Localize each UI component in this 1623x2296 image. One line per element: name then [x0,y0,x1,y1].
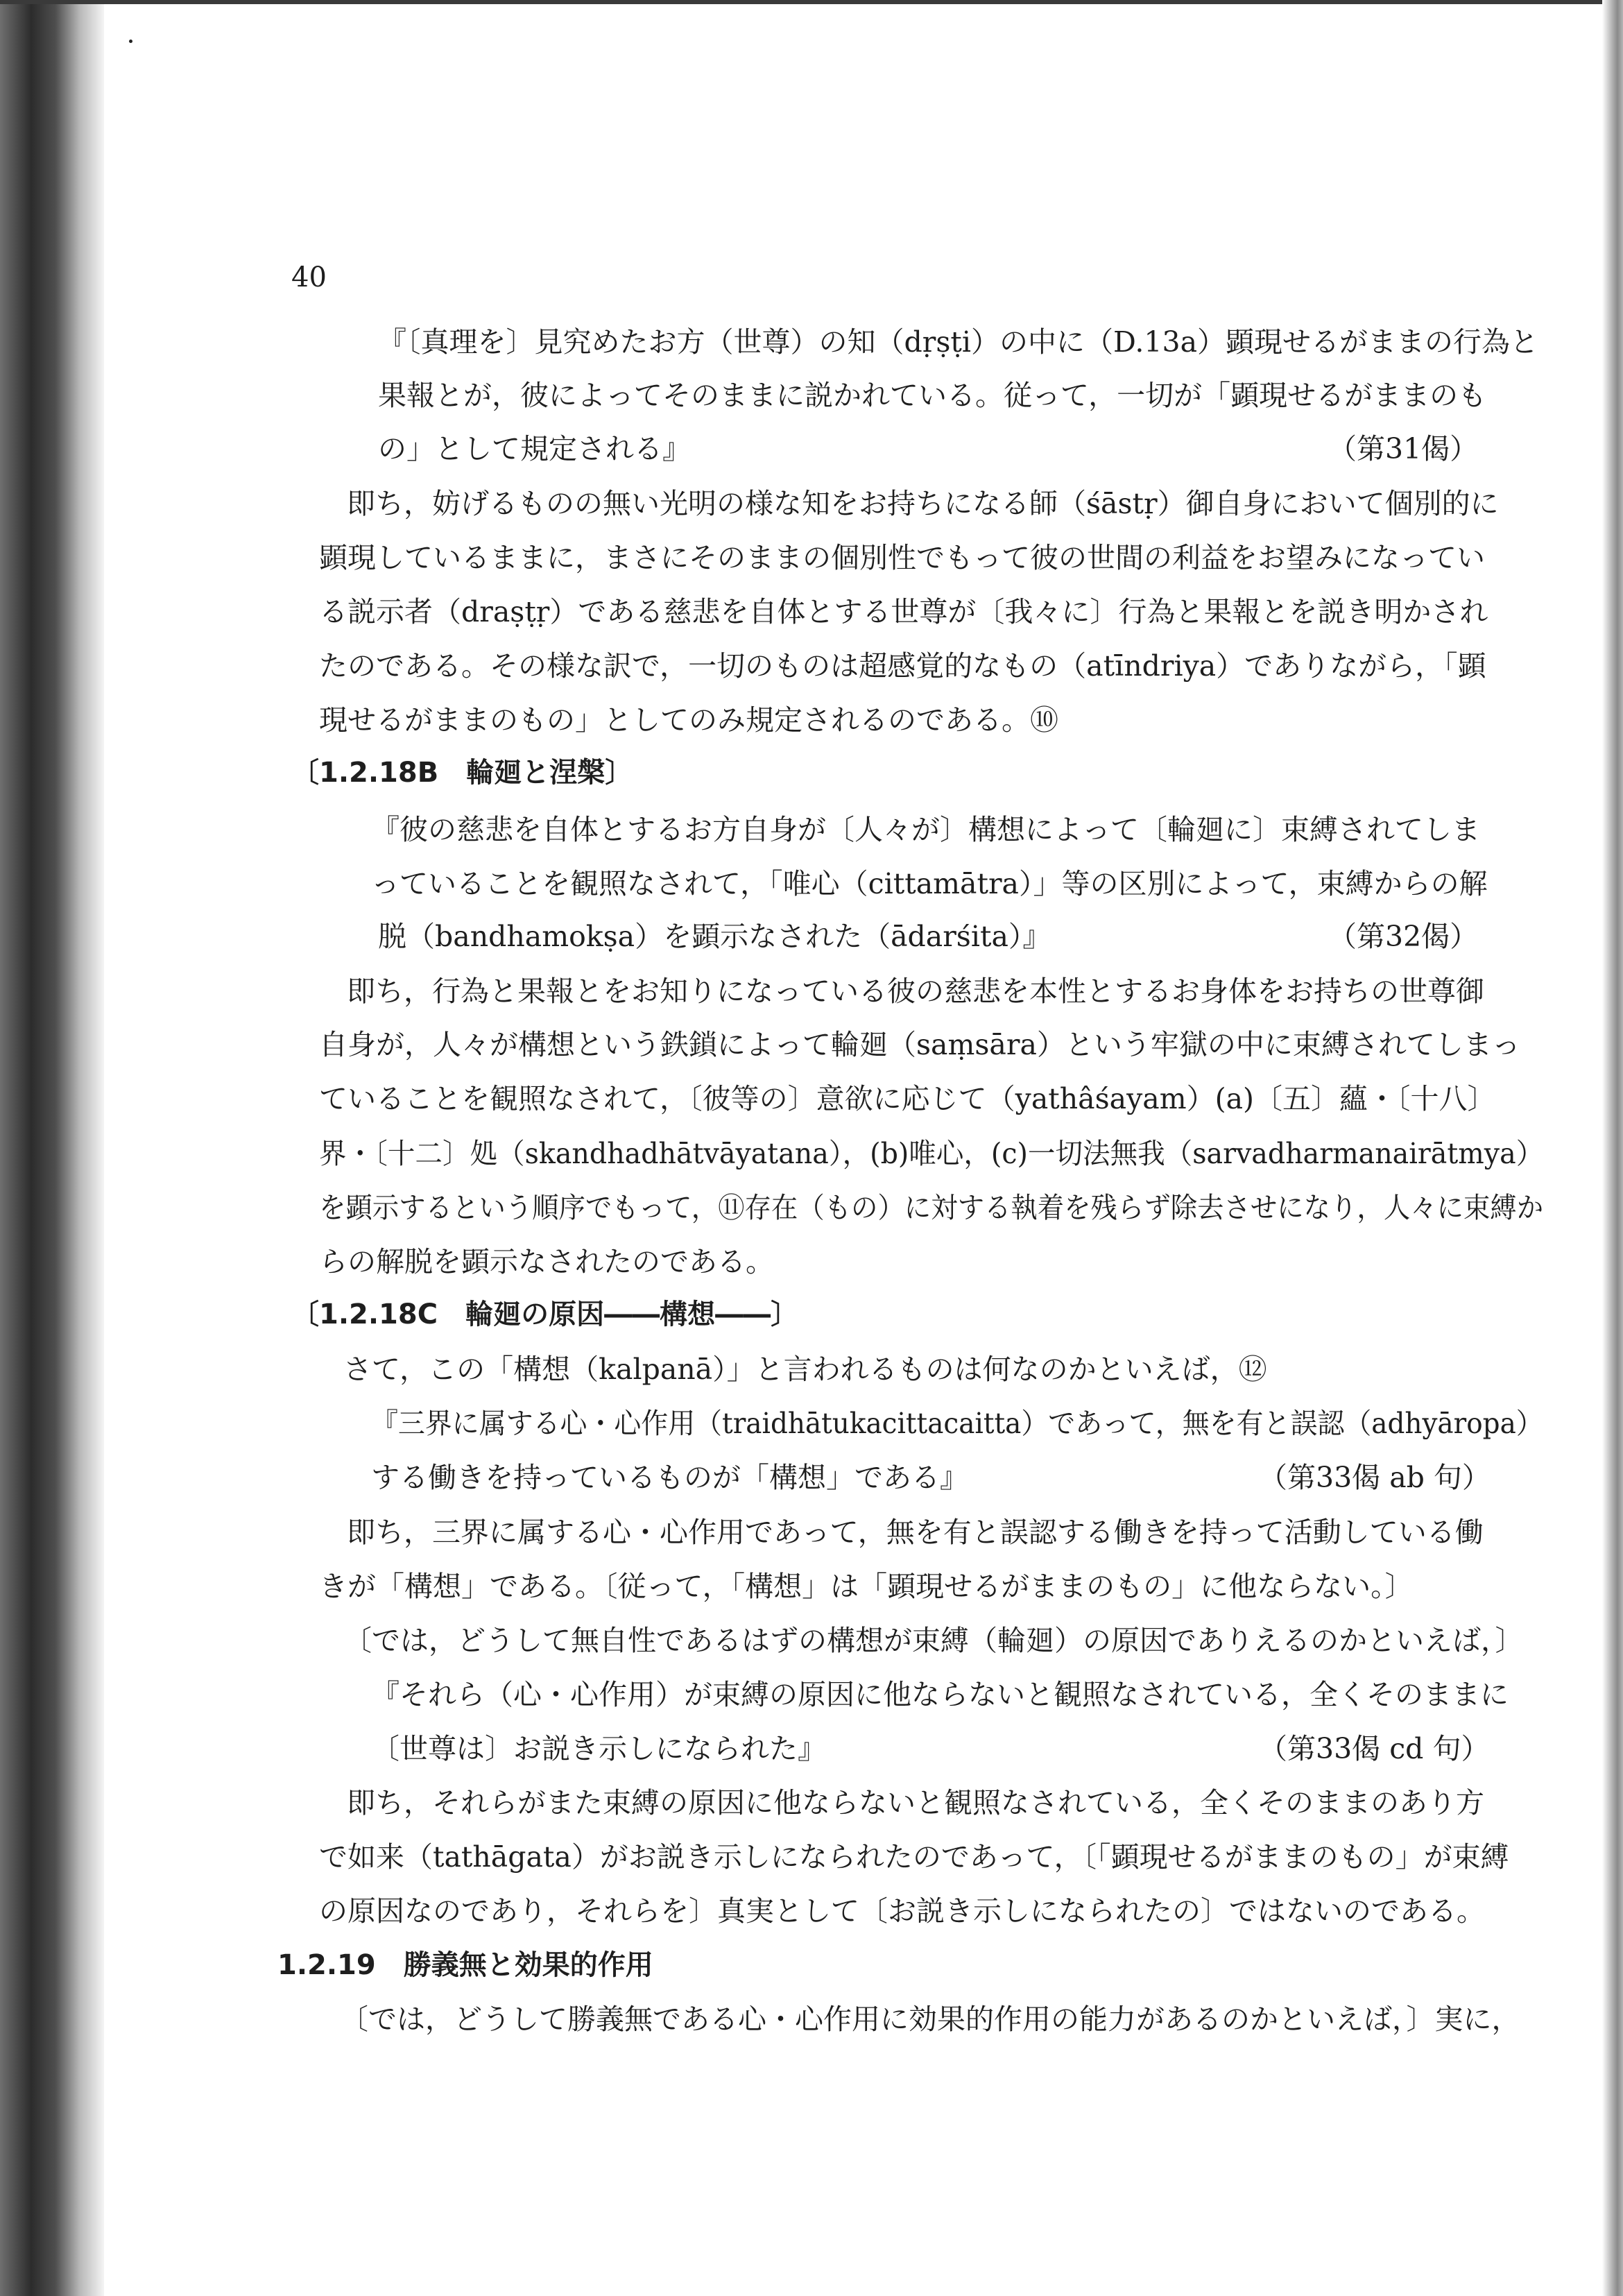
verse-31-label: （第31偈） [1328,432,1479,465]
intro-33-line: さて，この「構想（kalpanā）」と言われるものは何なのかといえば，⑫ [343,1353,1267,1386]
commentary-32-line-3: ていることを観照なされて，〔彼等の〕意欲に応じて（yathâśayam）(a)〔五〕蘊・〔十八〕 [319,1082,1496,1115]
scan-left-edge [0,0,104,2296]
commentary-32-line-2: 自身が，人々が構想という鉄鎖によって輪廻（saṃsāra）という牢獄の中に束縛されてしまっ [319,1028,1520,1061]
commentary-31-line-3: る説示者（draṣṭṛ）である慈悲を自体とする世尊が〔我々に〕行為と果報とを説き明かされ [319,595,1488,628]
verse-32-label: （第32偈） [1328,920,1479,953]
verse-32-line-3: 脱（bandhamokṣa）を顕示なされた（ādarśita）』 [378,920,1051,953]
commentary-32-line-4: 界・〔十二〕処（skandhadhātvāyatana），(b)唯心，(c)一切法無我（sarvadharmanairātmya） [319,1137,1544,1170]
verse-31-line-2: 果報とが，彼によってそのままに説かれている。従って，一切が「顕現せるがままのも [378,379,1487,412]
commentary-33cd-line-1: 即ち，それらがまた束縛の原因に他ならないと観照なされている，全くそのままのあり方 [347,1786,1484,1819]
verse-32-line-2: っていることを観照なされて，「唯心（cittamātra）」等の区別によって，束縛からの解 [371,867,1488,900]
verse-33ab-label: （第33偈 ab 句） [1259,1461,1491,1494]
commentary-33cd-line-2: で如来（tathāgata）がお説き示しになられたのであって，〔「顕現せるがままのもの」が束縛 [319,1840,1509,1874]
commentary-33ab-line-2: きが「構想」である。〔従って，「構想」は「顕現せるがままのもの」に他ならない。〕 [319,1570,1414,1603]
verse-31-line-1: 『〔真理を〕見究めたお方（世尊）の知（dṛṣṭi）の中に（D.13a）顕現せるがままの行為と [378,325,1539,359]
verse-31-line-3: の」として規定される』 [378,432,691,465]
section-heading-1-2-19: 1.2.19 勝義無と効果的作用 [277,1949,653,1981]
verse-33cd-line-1: 『それら（心・心作用）が束縛の原因に他ならないと観照なされている，全くそのままに [371,1678,1509,1711]
verse-33cd-line-2: 〔世尊は〕お説き示しになられた』 [371,1732,826,1765]
commentary-32-line-5: を顕示するという順序でもって，⑪存在（もの）に対する執着を残らず除去させになり，人々に束縛か [319,1191,1544,1224]
commentary-33ab-line-3: 〔では，どうして無自性であるはずの構想が束縛（輪廻）の原因でありえるのかといえば，〕 [343,1624,1524,1657]
verse-33cd-label: （第33偈 cd 句） [1259,1732,1490,1765]
commentary-32-line-1: 即ち，行為と果報とをお知りになっている彼の慈悲を本性とするお身体をお持ちの世尊御 [347,975,1484,1008]
commentary-31-line-1: 即ち，妨げるものの無い光明の様な知をお持ちになる師（śāstṛ）御自身において個別的に [347,487,1499,520]
commentary-32-line-6: らの解脱を顕示なされたのである。 [319,1245,774,1278]
verse-33ab-line-2: する働きを持っているものが「構想」である』 [371,1461,968,1494]
page-number: 40 [291,262,327,293]
commentary-33cd-line-3: の原因なのであり，それらを〕真実として〔お説き示しになられたの〕ではないのである。 [319,1894,1485,1928]
commentary-31-line-5: 現せるがままのもの」としてのみ規定されるのである。⑩ [319,703,1058,737]
scan-right-edge [1602,0,1623,2296]
section-heading-1-2-18b: 〔1.2.18B 輪廻と涅槃〕 [291,757,633,789]
commentary-31-line-4: たのである。その様な訳で，一切のものは超感覚的なもの（atīndriya）でありながら，「顕 [319,649,1486,683]
commentary-31-line-2: 顕現しているままに，まさにそのままの個別性でもって彼の世間の利益をお望みになってい [319,541,1485,574]
verse-32-line-1: 『彼の慈悲を自体とするお方自身が〔人々が〕構想によって〔輪廻に〕束縛されてしま [371,813,1480,846]
section-1-2-19-line-1: 〔では，どうして勝義無である心・心作用に効果的作用の能力があるのかといえば，〕実に， [340,2003,1520,2036]
scan-top-edge [0,0,1623,4]
scan-speck [129,40,132,43]
section-heading-1-2-18c: 〔1.2.18C 輪廻の原因――構想――〕 [291,1299,799,1330]
commentary-33ab-line-1: 即ち，三界に属する心・心作用であって，無を有と誤認する働きを持って活動している働 [347,1516,1484,1549]
verse-33ab-line-1: 『三界に属する心・心作用（traidhātukacittacaitta）であって，無を有と誤認（adhyāropa） [371,1407,1543,1440]
